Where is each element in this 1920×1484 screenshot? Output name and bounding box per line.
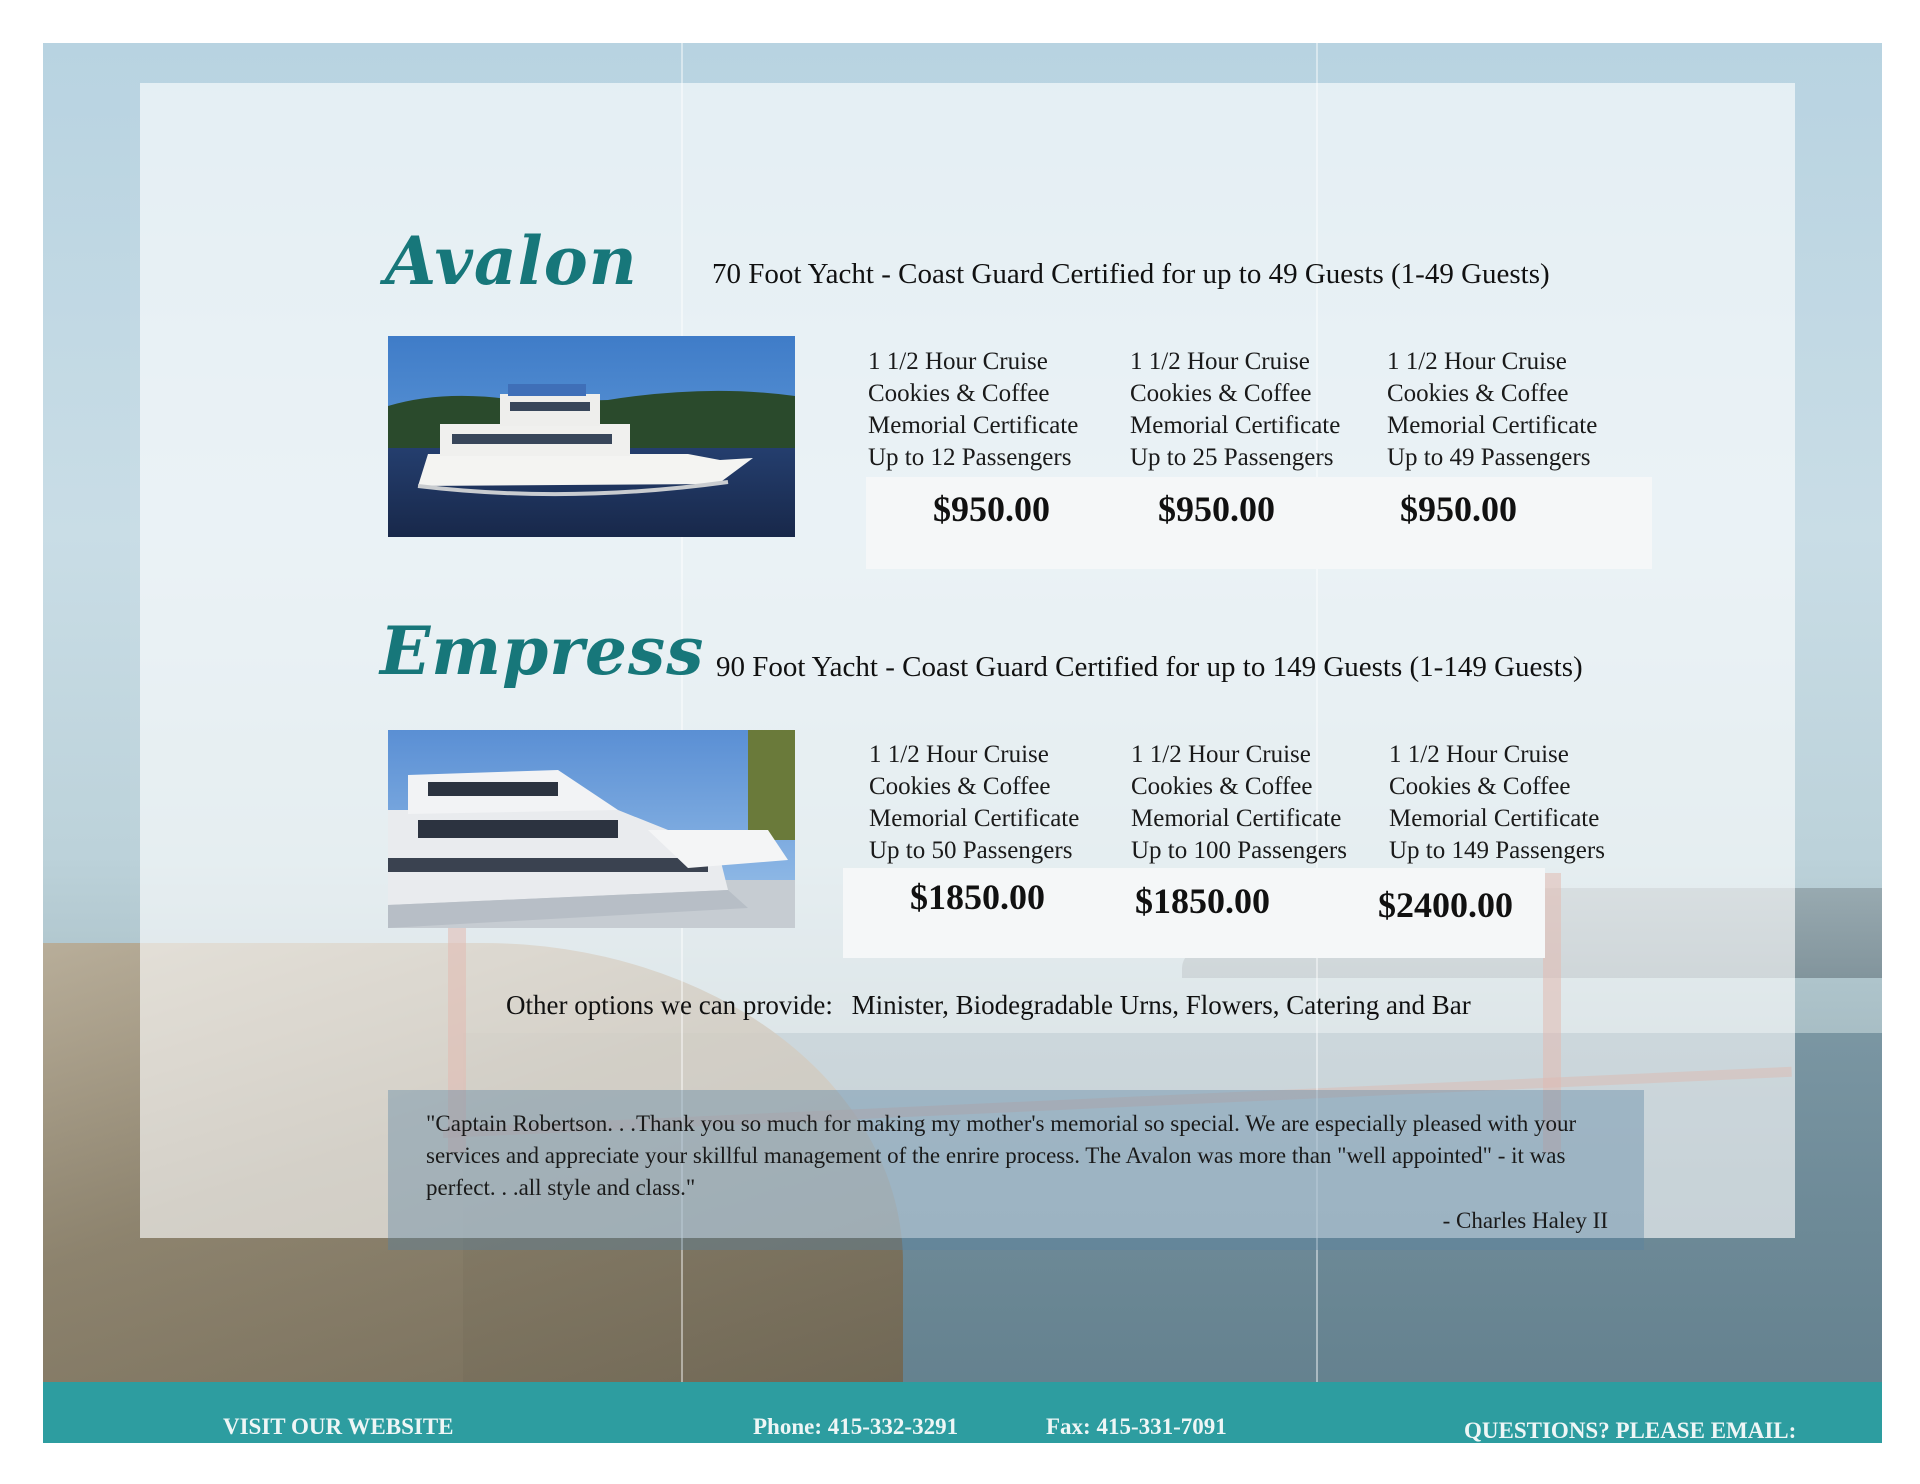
empress-price-2: $1850.00 [1135, 881, 1270, 921]
package-capacity: Up to 12 Passengers [868, 444, 1072, 471]
avalon-price-1: $950.00 [933, 489, 1050, 529]
package-capacity: Up to 50 Passengers [869, 837, 1073, 864]
package-capacity: Up to 25 Passengers [1130, 444, 1334, 471]
package-certificate: Memorial Certificate [1131, 805, 1342, 832]
package-certificate: Memorial Certificate [869, 805, 1080, 832]
package-refreshments: Cookies & Coffee [1387, 380, 1569, 407]
package-duration: 1 1/2 Hour Cruise [1131, 741, 1311, 768]
package-duration: 1 1/2 Hour Cruise [1389, 741, 1569, 768]
avalon-package-3 [1387, 346, 1597, 474]
phone-number: Phone: 415-332-3291 [753, 1414, 959, 1439]
avalon-price-2: $950.00 [1158, 489, 1275, 529]
visit-website-link[interactable]: VISIT OUR WEBSITE [223, 1414, 454, 1439]
package-certificate: Memorial Certificate [1389, 805, 1600, 832]
package-certificate: Memorial Certificate [868, 412, 1079, 439]
empress-price-1: $1850.00 [910, 877, 1045, 917]
package-certificate: Memorial Certificate [1130, 412, 1341, 439]
other-options-label: Other options we can provide: [506, 990, 833, 1020]
other-options-text: Minister, Biodegradable Urns, Flowers, Catering and Bar [851, 990, 1471, 1020]
package-refreshments: Cookies & Coffee [868, 380, 1050, 407]
avalon-price-3: $950.00 [1400, 489, 1517, 529]
empress-price-3: $2400.00 [1378, 885, 1513, 925]
package-refreshments: Cookies & Coffee [869, 773, 1051, 800]
email-prompt-link[interactable]: QUESTIONS? PLEASE EMAIL: [1464, 1418, 1797, 1443]
testimonial-author: - Charles Haley II [1442, 1208, 1608, 1233]
avalon-package-2 [1130, 346, 1340, 474]
package-refreshments: Cookies & Coffee [1131, 773, 1313, 800]
package-certificate: Memorial Certificate [1387, 412, 1598, 439]
avalon-photo [388, 336, 795, 537]
footer-bar [43, 1382, 1882, 1443]
empress-package-3 [1389, 739, 1605, 867]
package-refreshments: Cookies & Coffee [1389, 773, 1571, 800]
package-duration: 1 1/2 Hour Cruise [868, 348, 1048, 375]
package-duration: 1 1/2 Hour Cruise [1130, 348, 1310, 375]
package-capacity: Up to 149 Passengers [1389, 837, 1605, 864]
yacht-heading-avalon: 70 Foot Yacht - Coast Guard Certified for up to 49 Guests (1-49 Guests) [712, 258, 1550, 290]
fax-number: Fax: 415-331-7091 [1046, 1414, 1227, 1439]
package-capacity: Up to 49 Passengers [1387, 444, 1591, 471]
empress-photo [388, 730, 795, 928]
package-refreshments: Cookies & Coffee [1130, 380, 1312, 407]
package-duration: 1 1/2 Hour Cruise [1387, 348, 1567, 375]
testimonial-quote: "Captain Robertson. . .Thank you so much for making my mother's memorial so special. We are especially pleased with your services and appreciate your skillful management of the enrire process. The Avalon was more than "well appointed" - it was perfect. . .all style and class." [426, 1111, 1577, 1200]
yacht-name-avalon: Avalon [385, 222, 638, 300]
yacht-heading-empress: 90 Foot Yacht - Coast Guard Certified for up to 149 Guests (1-149 Guests) [716, 651, 1583, 683]
yacht-name-empress: Empress [380, 612, 705, 690]
package-capacity: Up to 100 Passengers [1131, 837, 1347, 864]
avalon-package-1 [868, 346, 1078, 474]
testimonial-box [388, 1090, 1644, 1250]
empress-package-2 [1131, 739, 1347, 867]
package-duration: 1 1/2 Hour Cruise [869, 741, 1049, 768]
empress-package-1 [869, 739, 1079, 867]
other-options [506, 990, 1471, 1021]
